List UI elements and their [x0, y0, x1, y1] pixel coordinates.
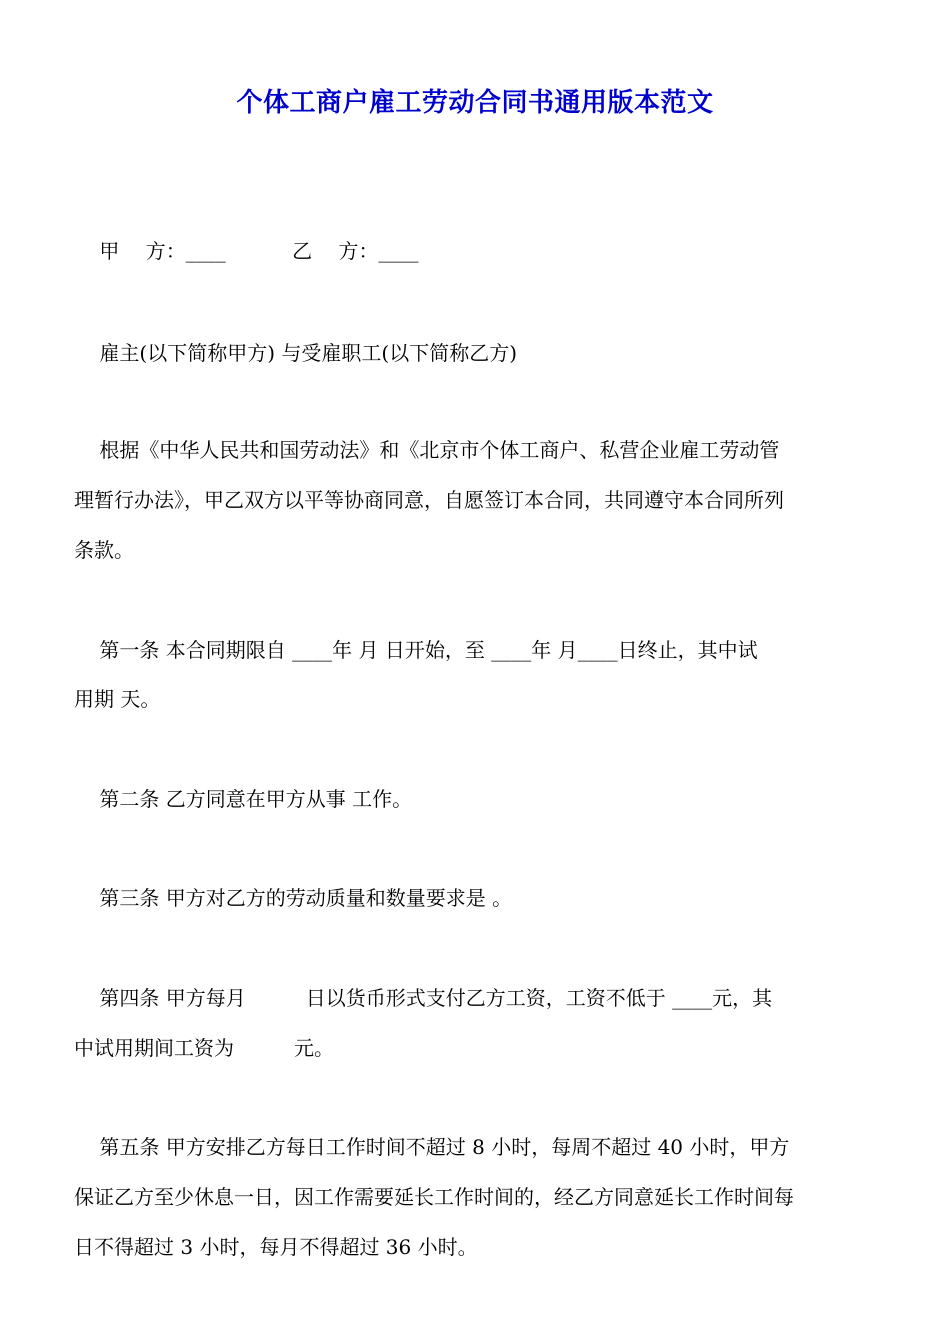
article-1-line-2: 用期 天。: [74, 687, 161, 711]
party-line: 甲 方：____ 乙 方：____: [74, 239, 419, 263]
article-4-line-1: 第四条 甲方每月 日以货币形式支付乙方工资，工资不低于 ____元，其: [74, 986, 773, 1010]
article-3: 第三条 甲方对乙方的劳动质量和数量要求是 。: [74, 886, 513, 910]
preamble-line-2: 理暂行办法》，甲乙双方以平等协商同意，自愿签订本合同，共同遵守本合同所列: [74, 488, 784, 512]
document-title: 个体工商户雇工劳动合同书通用版本范文: [236, 88, 714, 118]
article-4-line-2: 中试用期间工资为 元。: [74, 1036, 334, 1060]
preamble-line-1: 根据《中华人民共和国劳动法》和《北京市个体工商户、私营企业雇工劳动管: [74, 438, 780, 462]
article-1-line-1: 第一条 本合同期限自 ____年 月 日开始，至 ____年 月____日终止，其中试: [74, 638, 758, 662]
article-5-line-2: 保证乙方至少休息一日，因工作需要延长工作时间的，经乙方同意延长工作时间每: [74, 1185, 794, 1209]
article-2: 第二条 乙方同意在甲方从事 工作。: [74, 787, 413, 811]
article-5-line-3: 日不得超过 3 小时，每月不得超过 36 小时。: [74, 1235, 478, 1259]
article-5-line-1: 第五条 甲方安排乙方每日工作时间不超过 8 小时，每周不超过 40 小时，甲方: [74, 1135, 790, 1159]
parties-definition: 雇主(以下简称甲方) 与受雇职工(以下简称乙方): [74, 341, 517, 365]
preamble-line-3: 条款。: [74, 538, 134, 562]
